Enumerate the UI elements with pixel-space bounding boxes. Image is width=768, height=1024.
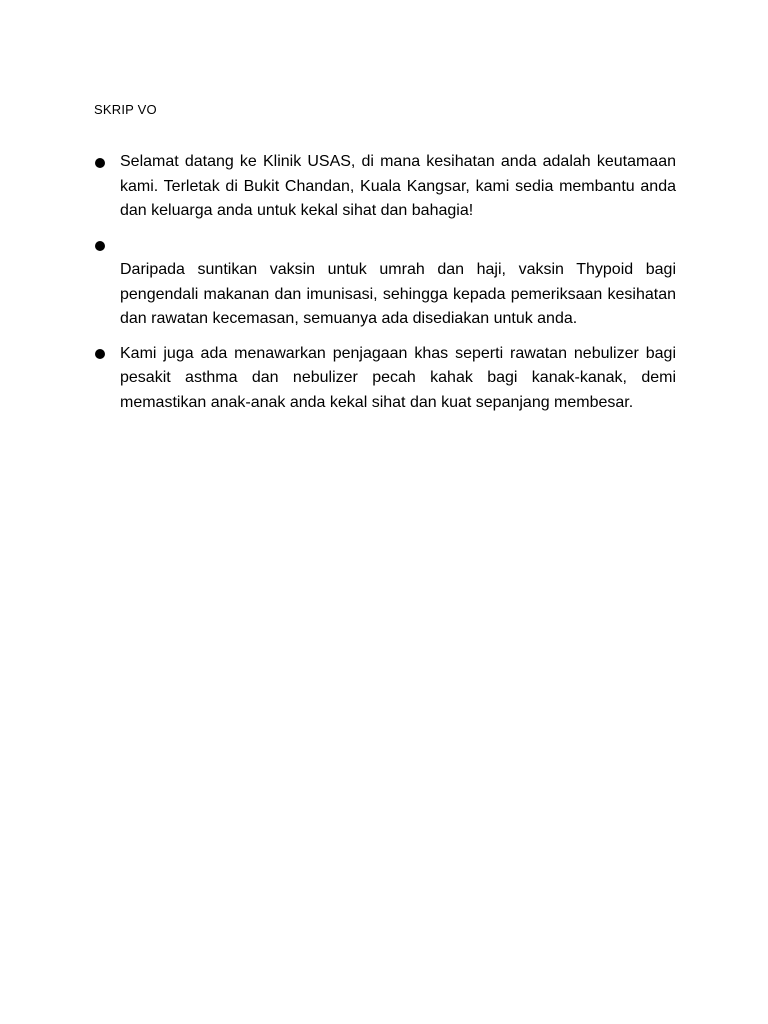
bullet-empty-line <box>120 234 676 259</box>
document-title: SKRIP VO <box>94 102 157 117</box>
bullet-dot-icon <box>95 241 105 251</box>
bullet-item-services <box>94 234 676 332</box>
bullet-text: Kami juga ada menawarkan penjagaan khas seperti rawatan nebulizer bagi pesakit asthma dan nebulizer pecah kahak bagi kanak-kanak, demi memastikan anak-anak anda kekal sihat dan kuat sepanjang membesar. <box>120 344 676 411</box>
bullet-item-special-care <box>94 342 676 416</box>
bullet-dot-icon <box>95 349 105 359</box>
bullet-text: Selamat datang ke Klinik USAS, di mana kesihatan anda adalah keutamaan kami. Terletak di Bukit Chandan, Kuala Kangsar, kami sedia membantu anda dan keluarga anda untuk kekal sihat dan bahagia! <box>120 153 676 219</box>
bullet-item-welcome <box>94 150 676 224</box>
bullet-text: Daripada suntikan vaksin untuk umrah dan haji, vaksin Thypoid bagi pengendali makanan dan imunisasi, sehingga kepada pemeriksaan kesihatan dan rawatan kecemasan, semuanya ada disediakan untuk anda. <box>120 261 676 327</box>
bullet-list <box>94 150 676 415</box>
bullet-dot-icon <box>95 158 105 168</box>
